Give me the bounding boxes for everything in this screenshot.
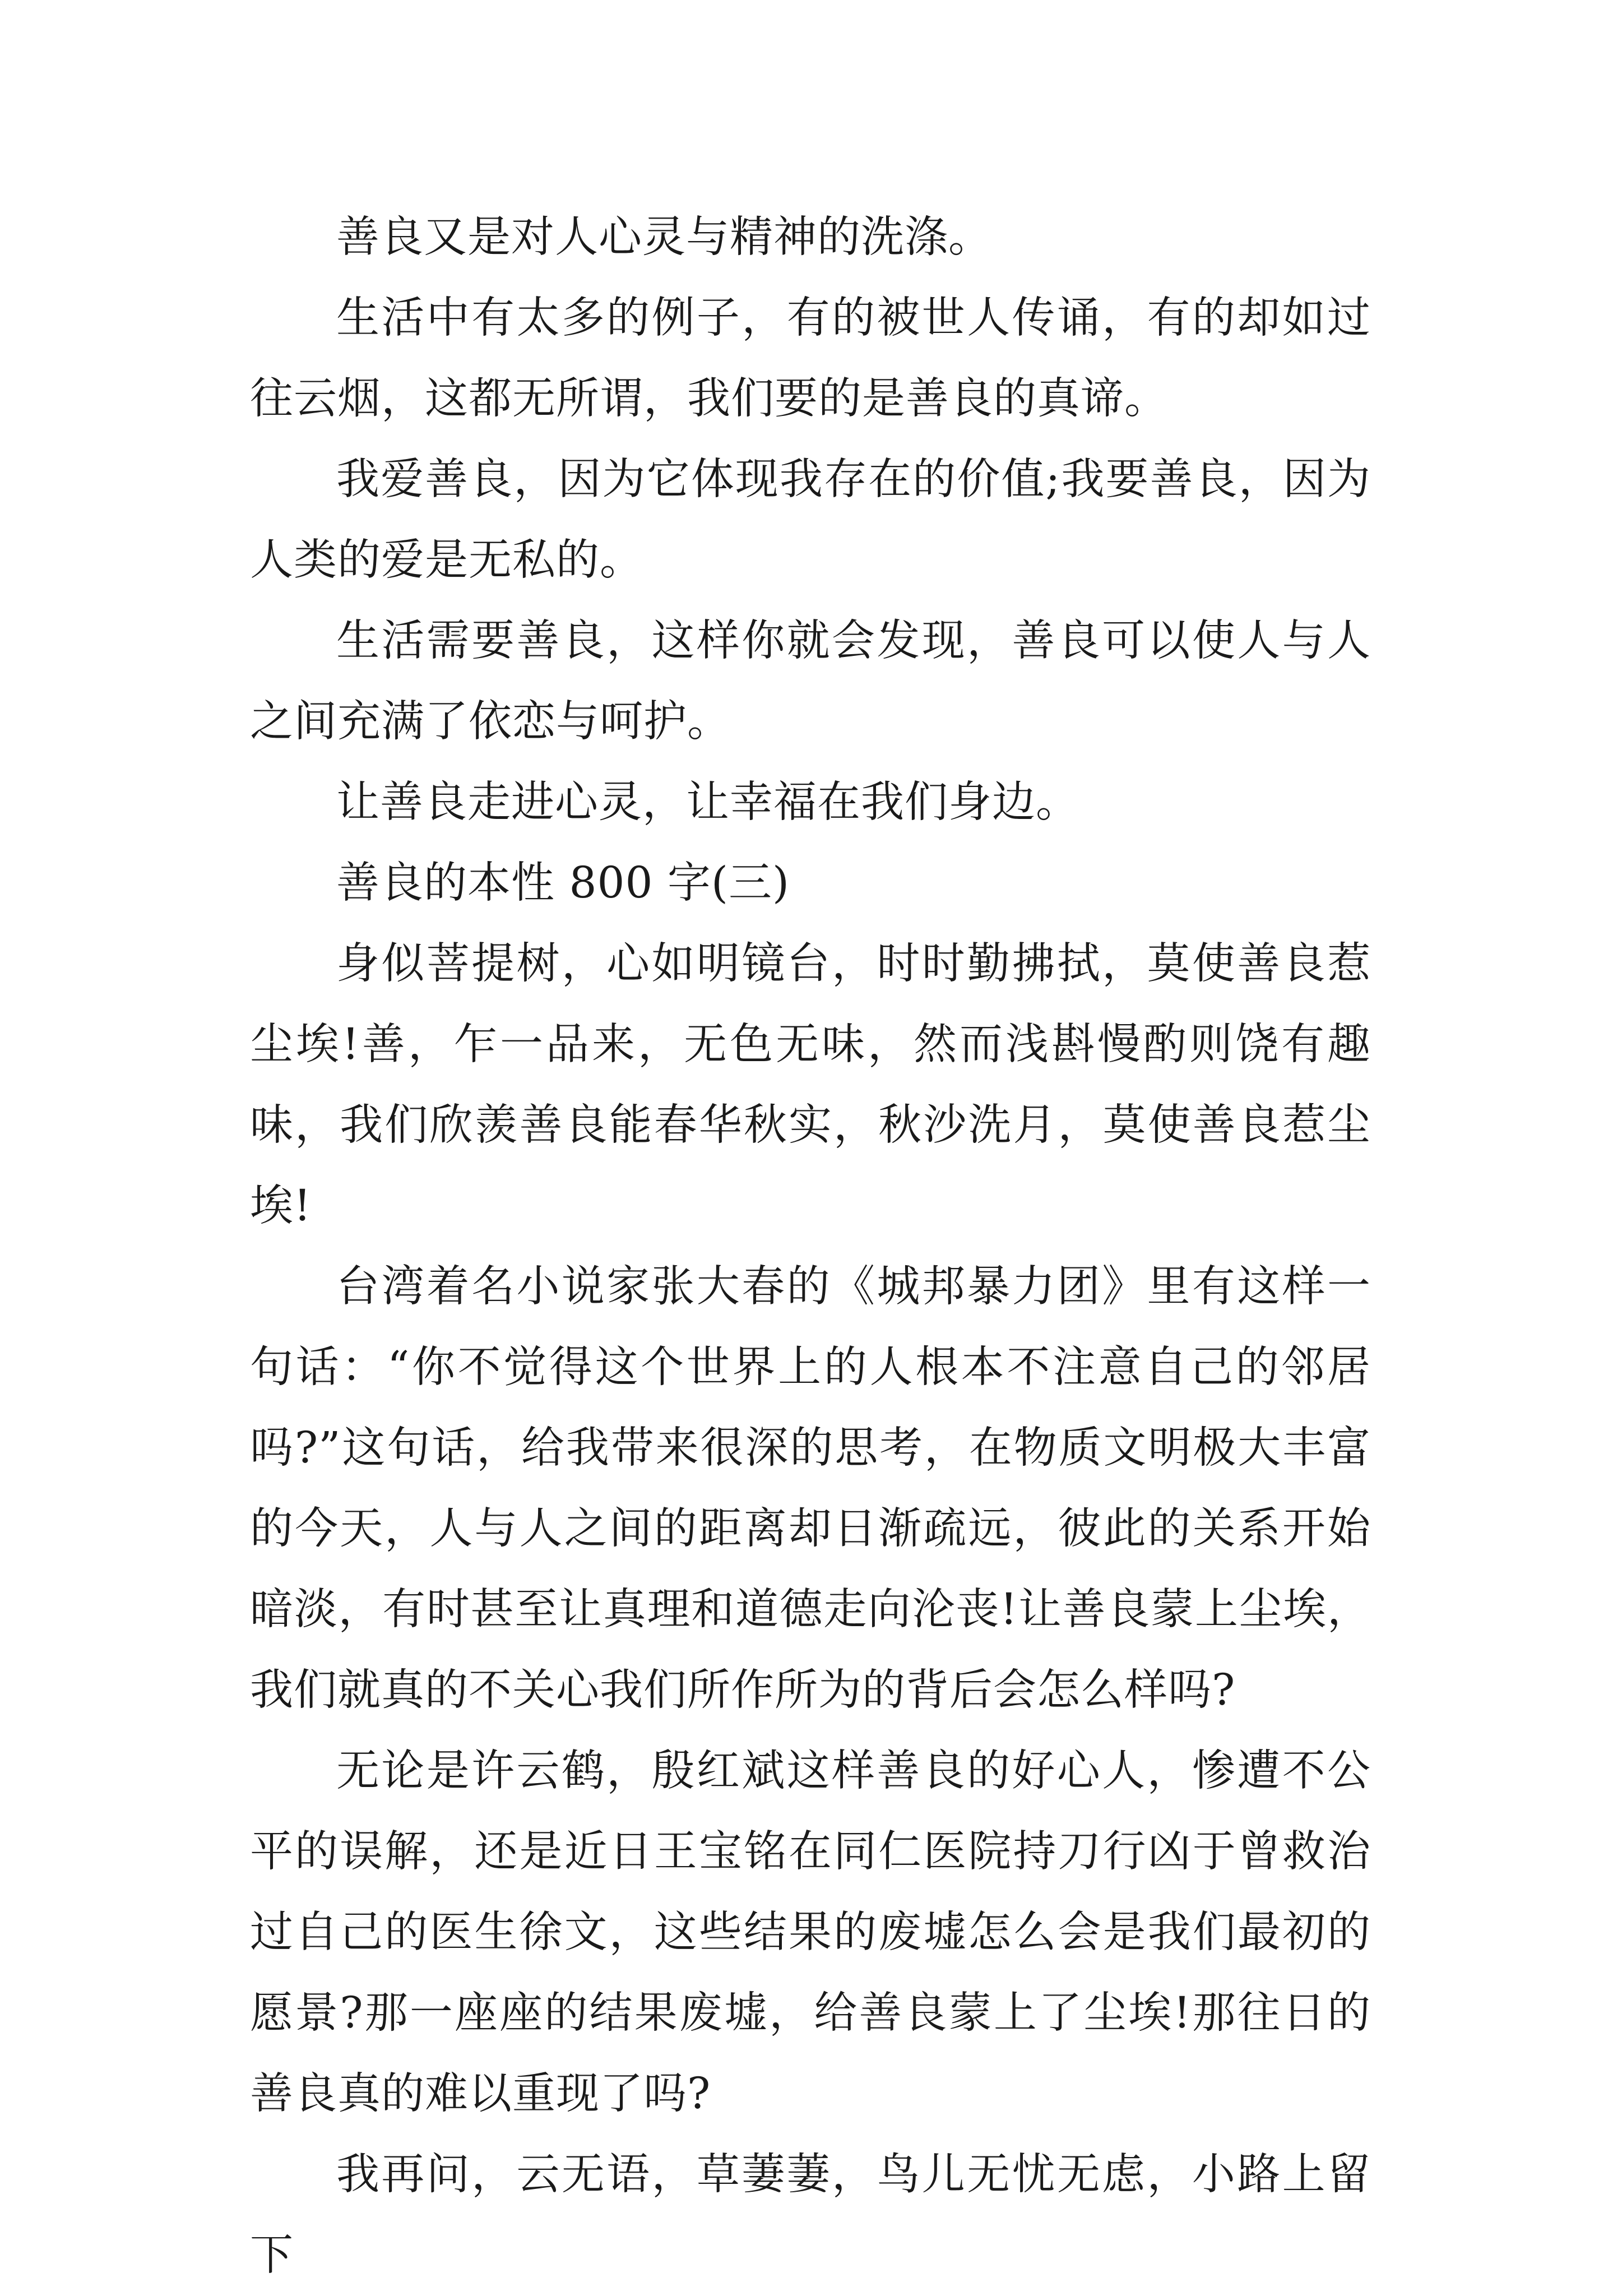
paragraph: 让善良走进心灵，让幸福在我们身边。 xyxy=(336,777,1079,827)
section-heading: 善良的本性 800 字(三) xyxy=(336,858,790,908)
document-body xyxy=(250,197,1371,2296)
paragraph: 身似菩提树，心如明镜台，时时勤拂拭，莫使善良惹尘埃!善，乍一品来，无色无味，然而浅斟慢酌则饶有趣味，我们欣羡善良能春华秋实，秋沙洗月，莫使善良惹尘埃! xyxy=(250,939,1371,1231)
paragraph: 善良又是对人心灵与精神的洗涤。 xyxy=(336,212,992,262)
paragraph: 生活需要善良，这样你就会发现，善良可以使人与人之间充满了依恋与呵护。 xyxy=(250,616,1371,747)
paragraph: 我再问，云无语，草萋萋，鸟儿无忧无虑，小路上留下 xyxy=(250,2150,1371,2280)
paragraph: 台湾着名小说家张大春的《城邦暴力团》里有这样一句话：“你不觉得这个世界上的人根本不注意自己的邻居吗?”这句话，给我带来很深的思考，在物质文明极大丰富的今天，人与人之间的距离却日渐疏远，彼此的关系开始暗淡，有时甚至让真理和道德走向沦丧!让善良蒙上尘埃，我们就真的不关心我们所作所为的背后会怎么样吗? xyxy=(250,1262,1371,1715)
paragraph: 我爱善良，因为它体现我存在的价值;我要善良，因为人类的爱是无私的。 xyxy=(250,455,1371,585)
paragraph: 无论是许云鹤，殷红斌这样善良的好心人，惨遭不公平的误解，还是近日王宝铭在同仁医院持刀行凶于曾救治过自己的医生徐文，这些结果的废墟怎么会是我们最初的愿景?那一座座的结果废墟，给善良蒙上了尘埃!那往日的善良真的难以重现了吗? xyxy=(250,1746,1371,2119)
paragraph: 生活中有太多的例子，有的被世人传诵，有的却如过往云烟，这都无所谓，我们要的是善良的真谛。 xyxy=(250,293,1371,424)
